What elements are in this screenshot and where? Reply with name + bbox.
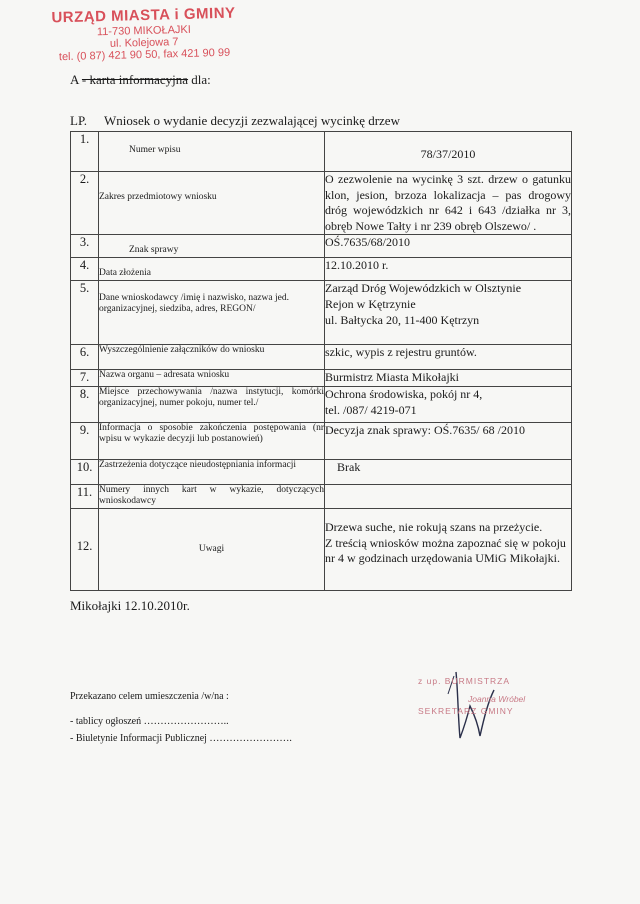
table-row	[71, 459, 572, 484]
value-line: ul. Bałtycka 20, 11-400 Kętrzyn	[325, 312, 480, 327]
stamp-phone: tel. (0 87) 421 90 50, fax 421 90 99	[58, 47, 231, 64]
row-number: 10.	[71, 459, 99, 484]
table-row	[71, 386, 572, 422]
row-number: 11.	[71, 484, 99, 508]
row-value: Burmistrz Miasta Mikołajki	[325, 370, 572, 387]
table-row	[71, 370, 572, 387]
table-row	[71, 172, 572, 235]
table-heading	[70, 113, 414, 129]
row-value: 78/37/2010	[325, 132, 572, 172]
row-number: 4.	[71, 258, 99, 281]
row-value: Decyzja znak sprawy: OŚ.7635/ 68 /2010	[325, 422, 572, 459]
row-number: 12.	[71, 508, 99, 590]
place-date: Mikołajki 12.10.2010r.	[70, 598, 190, 613]
row-label: Zakres przedmiotowy wniosku	[99, 172, 325, 235]
row-value	[325, 281, 572, 345]
signature-name: Joanna Wróbel	[468, 694, 526, 704]
card-label-prefix: A	[70, 72, 79, 87]
table-row	[71, 484, 572, 508]
row-number: 3.	[71, 235, 99, 258]
row-number: 9.	[71, 422, 99, 459]
table-row	[71, 258, 572, 281]
stamp-street: ul. Kolejowa 7	[109, 36, 179, 51]
row-label: Miejsce przechowywania /nazwa instytucji, komórki organizacyjnej, numer pokoju, numer tel./	[99, 386, 325, 422]
info-table	[70, 131, 572, 591]
transfer-heading: Przekazano celem umieszczenia /w/na :	[70, 691, 229, 702]
signature-line-1: z up. BURMISTRZA	[418, 676, 511, 686]
row-number: 5.	[71, 281, 99, 345]
row-label: Wyszczególnienie załączników do wniosku	[99, 345, 325, 370]
row-number: 1.	[71, 132, 99, 172]
table-row	[71, 132, 572, 172]
signature-line-2: SEKRETARZ GMINY	[418, 706, 514, 716]
row-value: 12.10.2010 r.	[325, 258, 572, 281]
value-line: Rejon w Kętrzynie	[325, 296, 416, 311]
row-number: 6.	[71, 345, 99, 370]
row-label: Nazwa organu – adresata wniosku	[99, 370, 325, 387]
value-line: Zarząd Dróg Wojewódzkich w Olsztynie	[325, 281, 522, 296]
row-number: 8.	[71, 386, 99, 422]
transfer-note	[70, 688, 292, 747]
value-line: Drzewa suche, nie rokują szans na przeżycie.	[325, 519, 543, 534]
row-value	[325, 508, 572, 590]
row-number: 7.	[71, 370, 99, 387]
table-row	[71, 235, 572, 258]
row-label: Numer wpisu	[99, 132, 325, 172]
card-label	[70, 72, 211, 88]
table-title: Wniosek o wydanie decyzji zezwalającej wycinkę drzew	[104, 113, 400, 128]
row-value: Brak	[325, 459, 572, 484]
row-label: Dane wnioskodawcy /imię i nazwisko, nazwa jed. organizacyjnej, siedziba, adres, REGON/	[99, 281, 325, 345]
table-row	[71, 422, 572, 459]
table-row	[71, 281, 572, 345]
row-label: Informacja o sposobie zakończenia postępowania (nr wpisu w wykazie decyzji lub postanowień)	[99, 422, 325, 459]
value-line: Ochrona środowiska, pokój nr 4,	[325, 386, 483, 401]
lp-label: LP.	[70, 113, 87, 128]
row-value	[325, 484, 572, 508]
office-stamp	[43, 5, 244, 64]
transfer-item: - tablicy ogłoszeń ……………………..	[70, 716, 229, 727]
table-row	[71, 508, 572, 590]
row-label: Zastrzeżenia dotyczące nieudostępniania informacji	[99, 459, 325, 484]
row-value: O zezwolenie na wycinkę 3 szt. drzew o gatunku klon, jesion, brzoza lokalizacja – pas drogowy dróg wojewódzkich nr 642 i 643 /działka nr 3, obręb Nowe Tałty i nr 239 obręb Olszewo/ .	[325, 172, 572, 235]
table-row	[71, 345, 572, 370]
row-label: Uwagi	[99, 508, 325, 590]
card-label-suffix: dla:	[191, 72, 211, 87]
row-value: szkic, wypis z rejestru gruntów.	[325, 345, 572, 370]
stamp-postal: 11-730 MIKOŁAJKI	[96, 23, 192, 39]
transfer-item: - Biuletynie Informacji Publicznej …………………….	[70, 733, 292, 744]
row-label: Data złożenia	[99, 258, 325, 281]
signature-stamp	[408, 662, 548, 742]
row-value: OŚ.7635/68/2010	[325, 235, 572, 258]
row-value	[325, 386, 572, 422]
value-line: tel. /087/ 4219-071	[325, 402, 417, 417]
row-label: Znak sprawy	[99, 235, 325, 258]
value-line: Z treścią wniosków można zapoznać się w pokoju nr 4 w godzinach urzędowania UMiG Mikołajki.	[325, 535, 566, 566]
stamp-title: URZĄD MIASTA i GMINY	[51, 4, 236, 27]
row-number: 2.	[71, 172, 99, 235]
card-label-struck: - karta informacyjna	[81, 72, 189, 87]
row-label: Numery innych kart w wykazie, dotyczących wnioskodawcy	[99, 484, 325, 508]
